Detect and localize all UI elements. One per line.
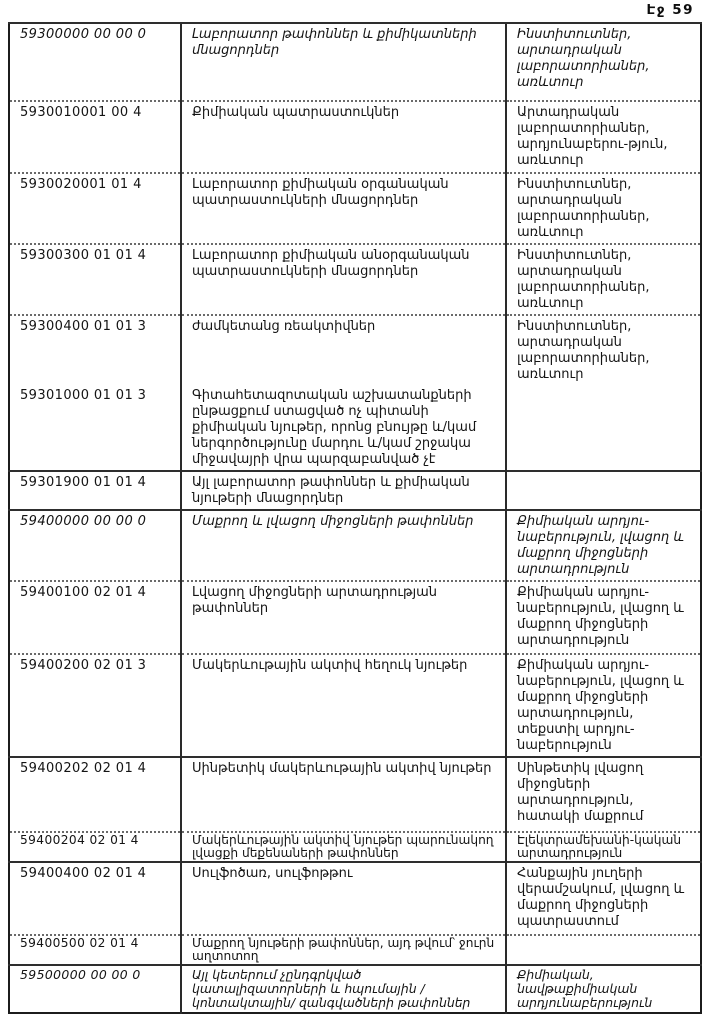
waste-description-cell: Լաբորատոր քիմիական օրգանական պատրաստուկների մնացորդներ [181, 173, 506, 244]
waste-code-cell: 59300000 00 00 0 [9, 23, 181, 101]
waste-source-cell: Արտադրական լաբորատորիաներ, արդյունաբերու-թյուն, առևտուր [506, 101, 701, 173]
table-row [9, 173, 701, 244]
table-row [9, 101, 701, 173]
table-row [9, 935, 701, 965]
waste-description-cell: Լաբորատոր քիմիական անօրգանական պատրաստուկների մնացորդներ [181, 244, 506, 315]
table-row [9, 965, 701, 1013]
waste-source-cell [506, 471, 701, 510]
table-row [9, 244, 701, 315]
waste-description-cell: Այլ լաբորատոր թափոններ և քիմիական նյութերի մնացորդներ [181, 471, 506, 510]
table-row [9, 315, 701, 385]
waste-code-cell: 59400000 00 00 0 [9, 510, 181, 581]
waste-description-cell: Սուլֆոծառ, սուլֆոթթու [181, 862, 506, 935]
waste-code-cell: 59300300 01 01 4 [9, 244, 181, 315]
waste-code-cell: 59301900 01 01 4 [9, 471, 181, 510]
table-row [9, 654, 701, 757]
waste-code-cell: 59500000 00 00 0 [9, 965, 181, 1013]
table-row [9, 832, 701, 862]
waste-source-cell: Էլեկտրամեխանի-կական արտադրություն [506, 832, 701, 862]
table-row [9, 23, 701, 101]
table-row [9, 862, 701, 935]
table-row [9, 510, 701, 581]
waste-code-cell: 59400400 02 01 4 [9, 862, 181, 935]
waste-code-cell: 59400202 02 01 4 [9, 757, 181, 832]
waste-code-cell: 59301000 01 01 3 [20, 388, 147, 403]
waste-source-cell: Քիմիական արդյու-նաբերություն, լվացող և մաքրող միջոցների արտադրություն [506, 581, 701, 654]
waste-source-cell [506, 385, 701, 471]
table-row [9, 581, 701, 654]
waste-description-cell: ժամկետանց ռեակտիվներ [181, 315, 506, 385]
table-body [9, 23, 701, 1013]
waste-source-cell: Ինստիտուտներ, արտադրական լաբորատորիաներ, առևտուր [506, 244, 701, 315]
table-row [9, 757, 701, 832]
table-row [9, 471, 701, 510]
waste-source-cell: Քիմիական արդյու-նաբերություն, լվացող և մաքրող միջոցների արտադրություն [506, 510, 701, 581]
waste-code-cell: 59400204 02 01 4 [9, 832, 181, 862]
waste-source-cell: Քիմիական արդյու-նաբերություն, լվացող և մաքրող միջոցների արտադրություն, տեքստիլ արդյու-նաբերություն [506, 654, 701, 757]
waste-code-cell: 59300400 01 01 3 [9, 315, 181, 385]
waste-description-cell: Լվացող միջոցների արտադրության թափոններ [181, 581, 506, 654]
waste-description-cell: Մակերևութային ակտիվ նյութեր պարունակող լվացքի մեքենաների թափոններ [181, 832, 506, 862]
waste-code-cell: 5930010001 00 4 [9, 101, 181, 173]
waste-description-cell: Մակերևութային ակտիվ հեղուկ նյութեր [181, 654, 506, 757]
waste-source-cell: Ինստիտուտներ, արտադրական լաբորատորիաներ, առևտուր [506, 23, 701, 101]
waste-source-cell: Ինստիտուտներ, արտադրական լաբորատորիաներ, առևտուր [506, 315, 701, 385]
waste-code-cell: 59400200 02 01 3 [9, 654, 181, 757]
table-row [9, 385, 701, 471]
waste-description-cell: Մաքրող և լվացող միջոցների թափոններ [181, 510, 506, 581]
waste-description-cell: Մաքրող նյութերի թափոններ, այդ թվում՝ ջուրն աղտոտող [181, 935, 506, 965]
waste-classification-table [8, 22, 702, 1014]
waste-description-cell: Քիմիական պատրաստուկներ [181, 101, 506, 173]
waste-source-cell: Սինթետիկ լվացող միջոցների արտադրություն, հատակի մաքրում [506, 757, 701, 832]
waste-source-cell: Ինստիտուտներ, արտադրական լաբորատորիաներ, առևտուր [506, 173, 701, 244]
waste-code-cell: 59400500 02 01 4 [9, 935, 181, 965]
waste-source-cell [506, 935, 701, 965]
waste-description-cell: Լաբորատոր թափոններ և քիմիկատների մնացորդներ [181, 23, 506, 101]
waste-description-cell: Գիտահետազոտական աշխատանքների ընթացքում ստացված ոչ պիտանի քիմիական նյութեր, որոնց բնույթը և/կամ ներգործությունը մարդու և/կամ շրջակա միջավայրի վրա պարզաբանված չէ [181, 385, 506, 471]
waste-code-cell: 5930020001 01 4 [9, 173, 181, 244]
waste-description-cell: Սինթետիկ մակերևութային ակտիվ նյութեր [181, 757, 506, 832]
waste-description-cell: Այլ կետերում չընդգրկված կատալիզատորների և հպումային /կոնտակտային/ զանգվածների թափոններ [181, 965, 506, 1013]
waste-source-cell: Քիմիական, նավթաքիմիական արդյունաբերություն [506, 965, 701, 1013]
page-number-label: Էջ 59 [646, 2, 694, 18]
waste-code-cell: 59400100 02 01 4 [9, 581, 181, 654]
waste-source-cell: Հանքային յուղերի վերամշակում, լվացող և մաքրող միջոցների պատրաստում [506, 862, 701, 935]
